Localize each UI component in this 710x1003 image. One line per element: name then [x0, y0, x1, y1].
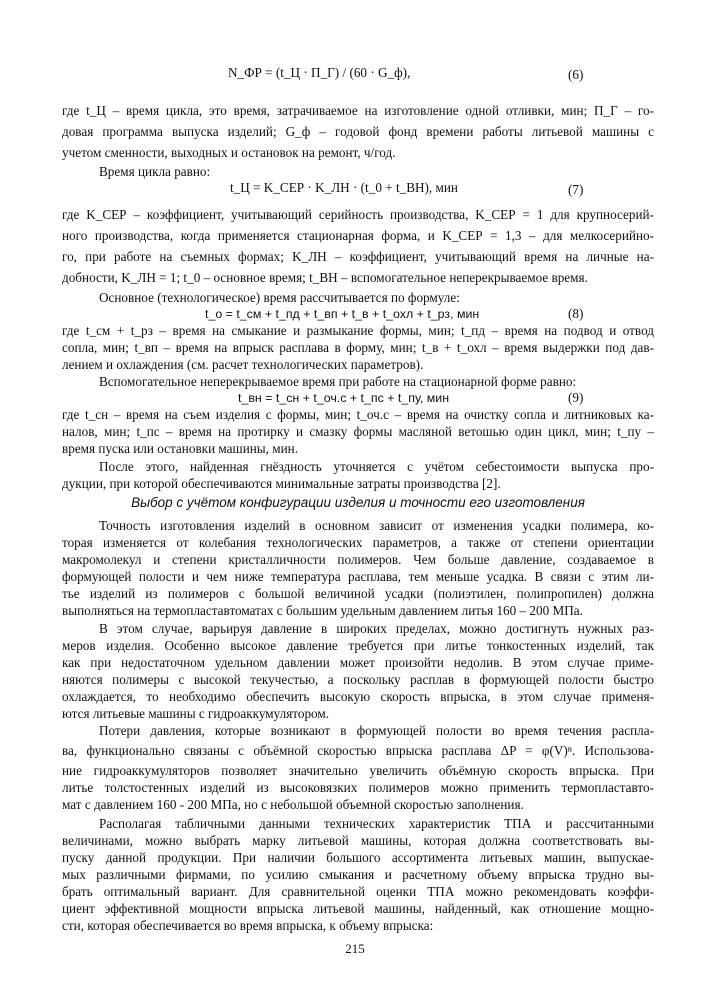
text-line: сти, которая обеспечивается во время впрыска, к объему впрыска: [62, 918, 434, 933]
text-line: сопла, мин; t_вп – время на впрыск расплава в форму, мин; t_в + t_охл – время выдержки под дав- [62, 340, 654, 355]
formula-6 [228, 65, 410, 81]
text-line: Вспомогательное неперекрываемое время при работе на стационарной форме равно: [99, 374, 577, 389]
text-line: циент эффективной мощности впрыска литьевой машины, найденный, как отношение мощно- [62, 901, 654, 916]
text-line: пуску данной продукции. При наличии большого ассортимента литьевых машин, выпускае- [62, 850, 654, 865]
text-line: Потери давления, которые возникают в формующей полости во время течения распла- [99, 723, 654, 738]
text-line: го, при работе на съемных формах; K_ЛН – коэффициент, учитывающий время на личные на- [62, 249, 654, 264]
text-line: макромолекул и степени кристалличности полимеров. Чем больше давление, создаваемое в [62, 552, 654, 567]
formula-9 [238, 390, 449, 406]
text-line: учетом сменности, выходных и остановок на ремонт, ч/год. [62, 145, 396, 160]
text-line: брать оптимальный вариант. Для сравнительной оценки ТПА можно рекомендовать коэффи- [62, 884, 654, 899]
text-line: Точность изготовления изделий в основном зависит от изменения усадки полимера, ко- [99, 518, 654, 533]
text-line: литье толстостенных изделий из высоковязких полимеров можно применить термопластавто- [62, 780, 654, 795]
formula-9-number: (9) [568, 390, 584, 405]
text-line: величинами, можно выбрать марку литьевой машины, которая должна соответствовать вы- [62, 833, 654, 848]
text-line: тье изделий из полимеров с большой величиной усадки (полиэтилен, полипропилен) должна [62, 586, 654, 601]
text-line: Располагая табличными данными технических характеристик ТПА и рассчитанными [99, 816, 654, 831]
text-line: меров изделия. Особенно высокое давление требуется при литье тонкостенных изделий, так [62, 638, 654, 653]
text-line: торая изменяется от колебания технологических параметров, а также от степени ориентации [62, 535, 654, 550]
text-line: После этого, найденная гнёздность уточняется с учётом себестоимости выпуска про- [99, 459, 654, 474]
text-line: няются полимеры с высокой текучестью, а поскольку расплав в формующей полости быстро [62, 672, 654, 687]
text-line: Основное (технологическое) время рассчитывается по формуле: [99, 290, 460, 305]
text-line: Время цикла равно: [99, 164, 211, 179]
text-line: мых различными фирмами, по усилию смыкания и расчетному объему впрыска трудно вы- [62, 867, 654, 882]
formula-7 [230, 180, 458, 196]
text-line: как при недостаточном удельном давлении может произойти недолив. В этом случае приме- [62, 655, 654, 670]
text-line: дукции, при которой обеспечиваются минимальные затраты производства [2]. [62, 476, 501, 491]
text-line: довая программа выпуска изделий; G_ф – годовой фонд времени работы литьевой машины с [62, 124, 654, 139]
formula-6-text: N_ФР = (t_Ц · Π_Г) / (60 · G_ф), [228, 65, 411, 80]
text-line: охлаждается, то необходимо обеспечить высокую скорость впрыска, в этом случае применя- [62, 689, 654, 704]
section-heading: Выбор с учётом конфигурации изделия и точности его изготовления [131, 495, 585, 510]
text-line: где t_см + t_рз – время на смыкание и размыкание формы, мин; t_пд – время на подвод и отвод [62, 323, 654, 338]
formula-7-number: (7) [568, 182, 584, 197]
text-line: мат с давлением 160 - 200 МПа, но с небольшой объемной скоростью заполнения. [62, 797, 524, 812]
formula-8-number: (8) [568, 306, 584, 321]
text-line: время пуска или остановки машины, мин. [62, 441, 299, 456]
text-line: ются литьевые машины с гидроаккумулятором. [62, 706, 330, 721]
formula-8-text: t_о = t_см + t_пд + t_вп + t_в + t_охл + t_рз, мин [205, 307, 480, 321]
text-line: В этом случае, варьируя давление в широких пределах, можно достигнуть нужных раз- [99, 621, 654, 636]
formula-6-number: (6) [568, 67, 584, 82]
page-number: 215 [345, 941, 365, 956]
text-line: формующей полости и чем ниже температура расплава, тем меньше усадка. В связи с этим ли- [62, 569, 654, 584]
text-line: ва, функционально связаны с объёмной скоростью впрыска расплава ΔP = φ(V)ⁿ. Использова- [62, 743, 654, 758]
text-line: лением и охлаждения (см. расчет технологических параметров). [62, 357, 424, 372]
formula-7-text: t_Ц = K_СЕР · K_ЛН · (t_0 + t_ВН), мин [230, 180, 458, 195]
text-line: где t_Ц – время цикла, это время, затрачиваемое на изготовление одной отливки, мин; Π_Г – го- [62, 103, 654, 118]
text-line: выполняться на термопластавтоматах с большим удельным давлением литья 160 – 200 МПа. [62, 603, 583, 618]
text-line: добности, K_ЛН = 1; t_0 – основное время; t_ВН – вспомогательное неперекрываемое время. [62, 270, 588, 285]
formula-8 [205, 306, 479, 322]
text-line: где t_сн – время на съем изделия с формы, мин; t_оч.с – время на очистку сопла и литниковых ка- [62, 407, 654, 422]
text-line: где K_СЕР – коэффициент, учитывающий серийность производства, K_СЕР = 1 для крупносерий- [62, 207, 654, 222]
formula-9-text: t_вн = t_сн + t_оч.с + t_пс + t_пу, мин [238, 391, 450, 405]
text-line: ние гидроаккумуляторов позволяет значительно увеличить объёмную скорость впрыска. При [62, 763, 654, 778]
text-line: налов, мин; t_пс – время на протирку и смазку формы масляной ветошью один цикл, мин; t_пу – [62, 424, 654, 439]
text-line: ного производства, когда применяется стационарная форма, и K_СЕР = 1,3 – для мелкосерийно- [62, 228, 654, 243]
